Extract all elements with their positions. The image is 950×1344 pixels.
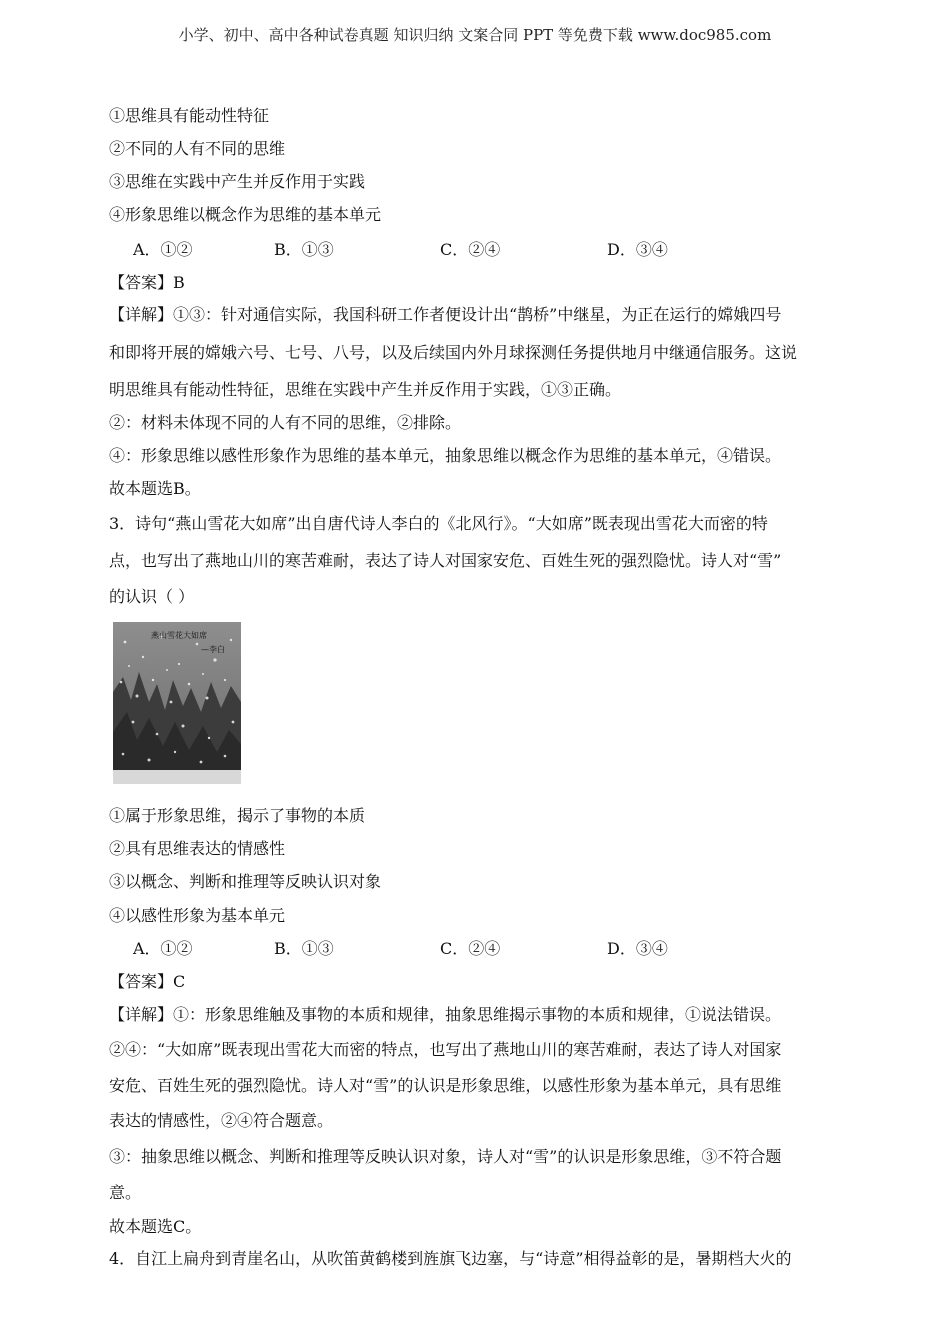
q2-item-2: ②不同的人有不同的思维	[109, 139, 286, 158]
q3-stem-line: 点，也写出了燕地山川的寒苦难耐，表达了诗人对国家安危、百姓生死的强烈隐忧。诗人对“雪”	[109, 551, 782, 570]
image-caption-title: 燕山雪花大如席	[151, 631, 207, 640]
q3-stem-line: 3．诗句“燕山雪花大如席”出自唐代诗人李白的《北风行》。“大如席”既表现出雪花大而密的特	[109, 514, 768, 533]
q3-detail-line: ②④：“大如席”既表现出雪花大而密的特点，也写出了燕地山川的寒苦难耐，表达了诗人对国家	[109, 1040, 782, 1059]
q3-item-4: ④以感性形象为基本单元	[109, 906, 286, 925]
q3-answer: 【答案】C	[109, 972, 186, 991]
q3-item-3: ③以概念、判断和推理等反映认识对象	[109, 872, 382, 891]
q3-detail-line: ③：抽象思维以概念、判断和推理等反映认识对象，诗人对“雪”的认识是形象思维，③不符合题	[109, 1147, 782, 1166]
q2-detail-line: ②：材料未体现不同的人有不同的思维，②排除。	[109, 413, 462, 432]
q3-item-1: ①属于形象思维，揭示了事物的本质	[109, 806, 366, 825]
q3-option-b: B．①③	[274, 939, 334, 958]
q2-item-1: ①思维具有能动性特征	[109, 106, 270, 125]
q3-option-d: D．③④	[607, 939, 668, 958]
q3-option-c: C．②④	[440, 939, 501, 958]
q2-option-c: C．②④	[440, 240, 501, 259]
q3-detail-line: 意。	[109, 1183, 142, 1202]
q3-detail-line: 表达的情感性，②④符合题意。	[109, 1111, 334, 1130]
q3-item-2: ②具有思维表达的情感性	[109, 839, 286, 858]
q3-detail-line: 故本题选C。	[109, 1217, 202, 1236]
q3-detail-line: 安危、百姓生死的强烈隐忧。诗人对“雪”的认识是形象思维，以感性形象为基本单元，具有思维	[109, 1076, 782, 1095]
q3-option-a: A．①②	[133, 939, 193, 958]
q2-answer: 【答案】B	[109, 273, 185, 292]
q2-option-a: A．①②	[133, 240, 193, 259]
snow-illustration	[113, 622, 241, 784]
q2-detail-line: 故本题选B。	[109, 479, 201, 498]
image-caption-author: —李白	[201, 645, 225, 654]
q3-detail-line: 【详解】①：形象思维触及事物的本质和规律，抽象思维揭示事物的本质和规律，①说法错误。	[109, 1005, 782, 1024]
page-header: 小学、初中、高中各种试卷真题 知识归纳 文案合同 PPT 等免费下载 www.doc985.com	[178, 26, 772, 44]
q2-option-d: D．③④	[607, 240, 668, 259]
q2-option-b: B．①③	[274, 240, 334, 259]
q3-stem-line: 的认识（ ）	[109, 587, 195, 606]
q4-stem-line: 4．自江上扁舟到青崖名山，从吹笛黄鹤楼到旌旗飞边塞，与“诗意”相得益彰的是，暑期档大火的	[109, 1249, 792, 1268]
snow-scene-image	[113, 622, 241, 784]
q2-detail-line: 【详解】①③：针对通信实际，我国科研工作者便设计出“鹊桥”中继星，为正在运行的嫦娥四号	[109, 305, 782, 324]
q2-detail-line: 和即将开展的嫦娥六号、七号、八号，以及后续国内外月球探测任务提供地月中继通信服务。这说	[109, 343, 798, 362]
q2-item-4: ④形象思维以概念作为思维的基本单元	[109, 205, 382, 224]
q2-detail-line: ④：形象思维以感性形象作为思维的基本单元，抽象思维以概念作为思维的基本单元，④错误。	[109, 446, 782, 465]
q2-item-3: ③思维在实践中产生并反作用于实践	[109, 172, 366, 191]
q2-detail-line: 明思维具有能动性特征，思维在实践中产生并反作用于实践，①③正确。	[109, 380, 622, 399]
